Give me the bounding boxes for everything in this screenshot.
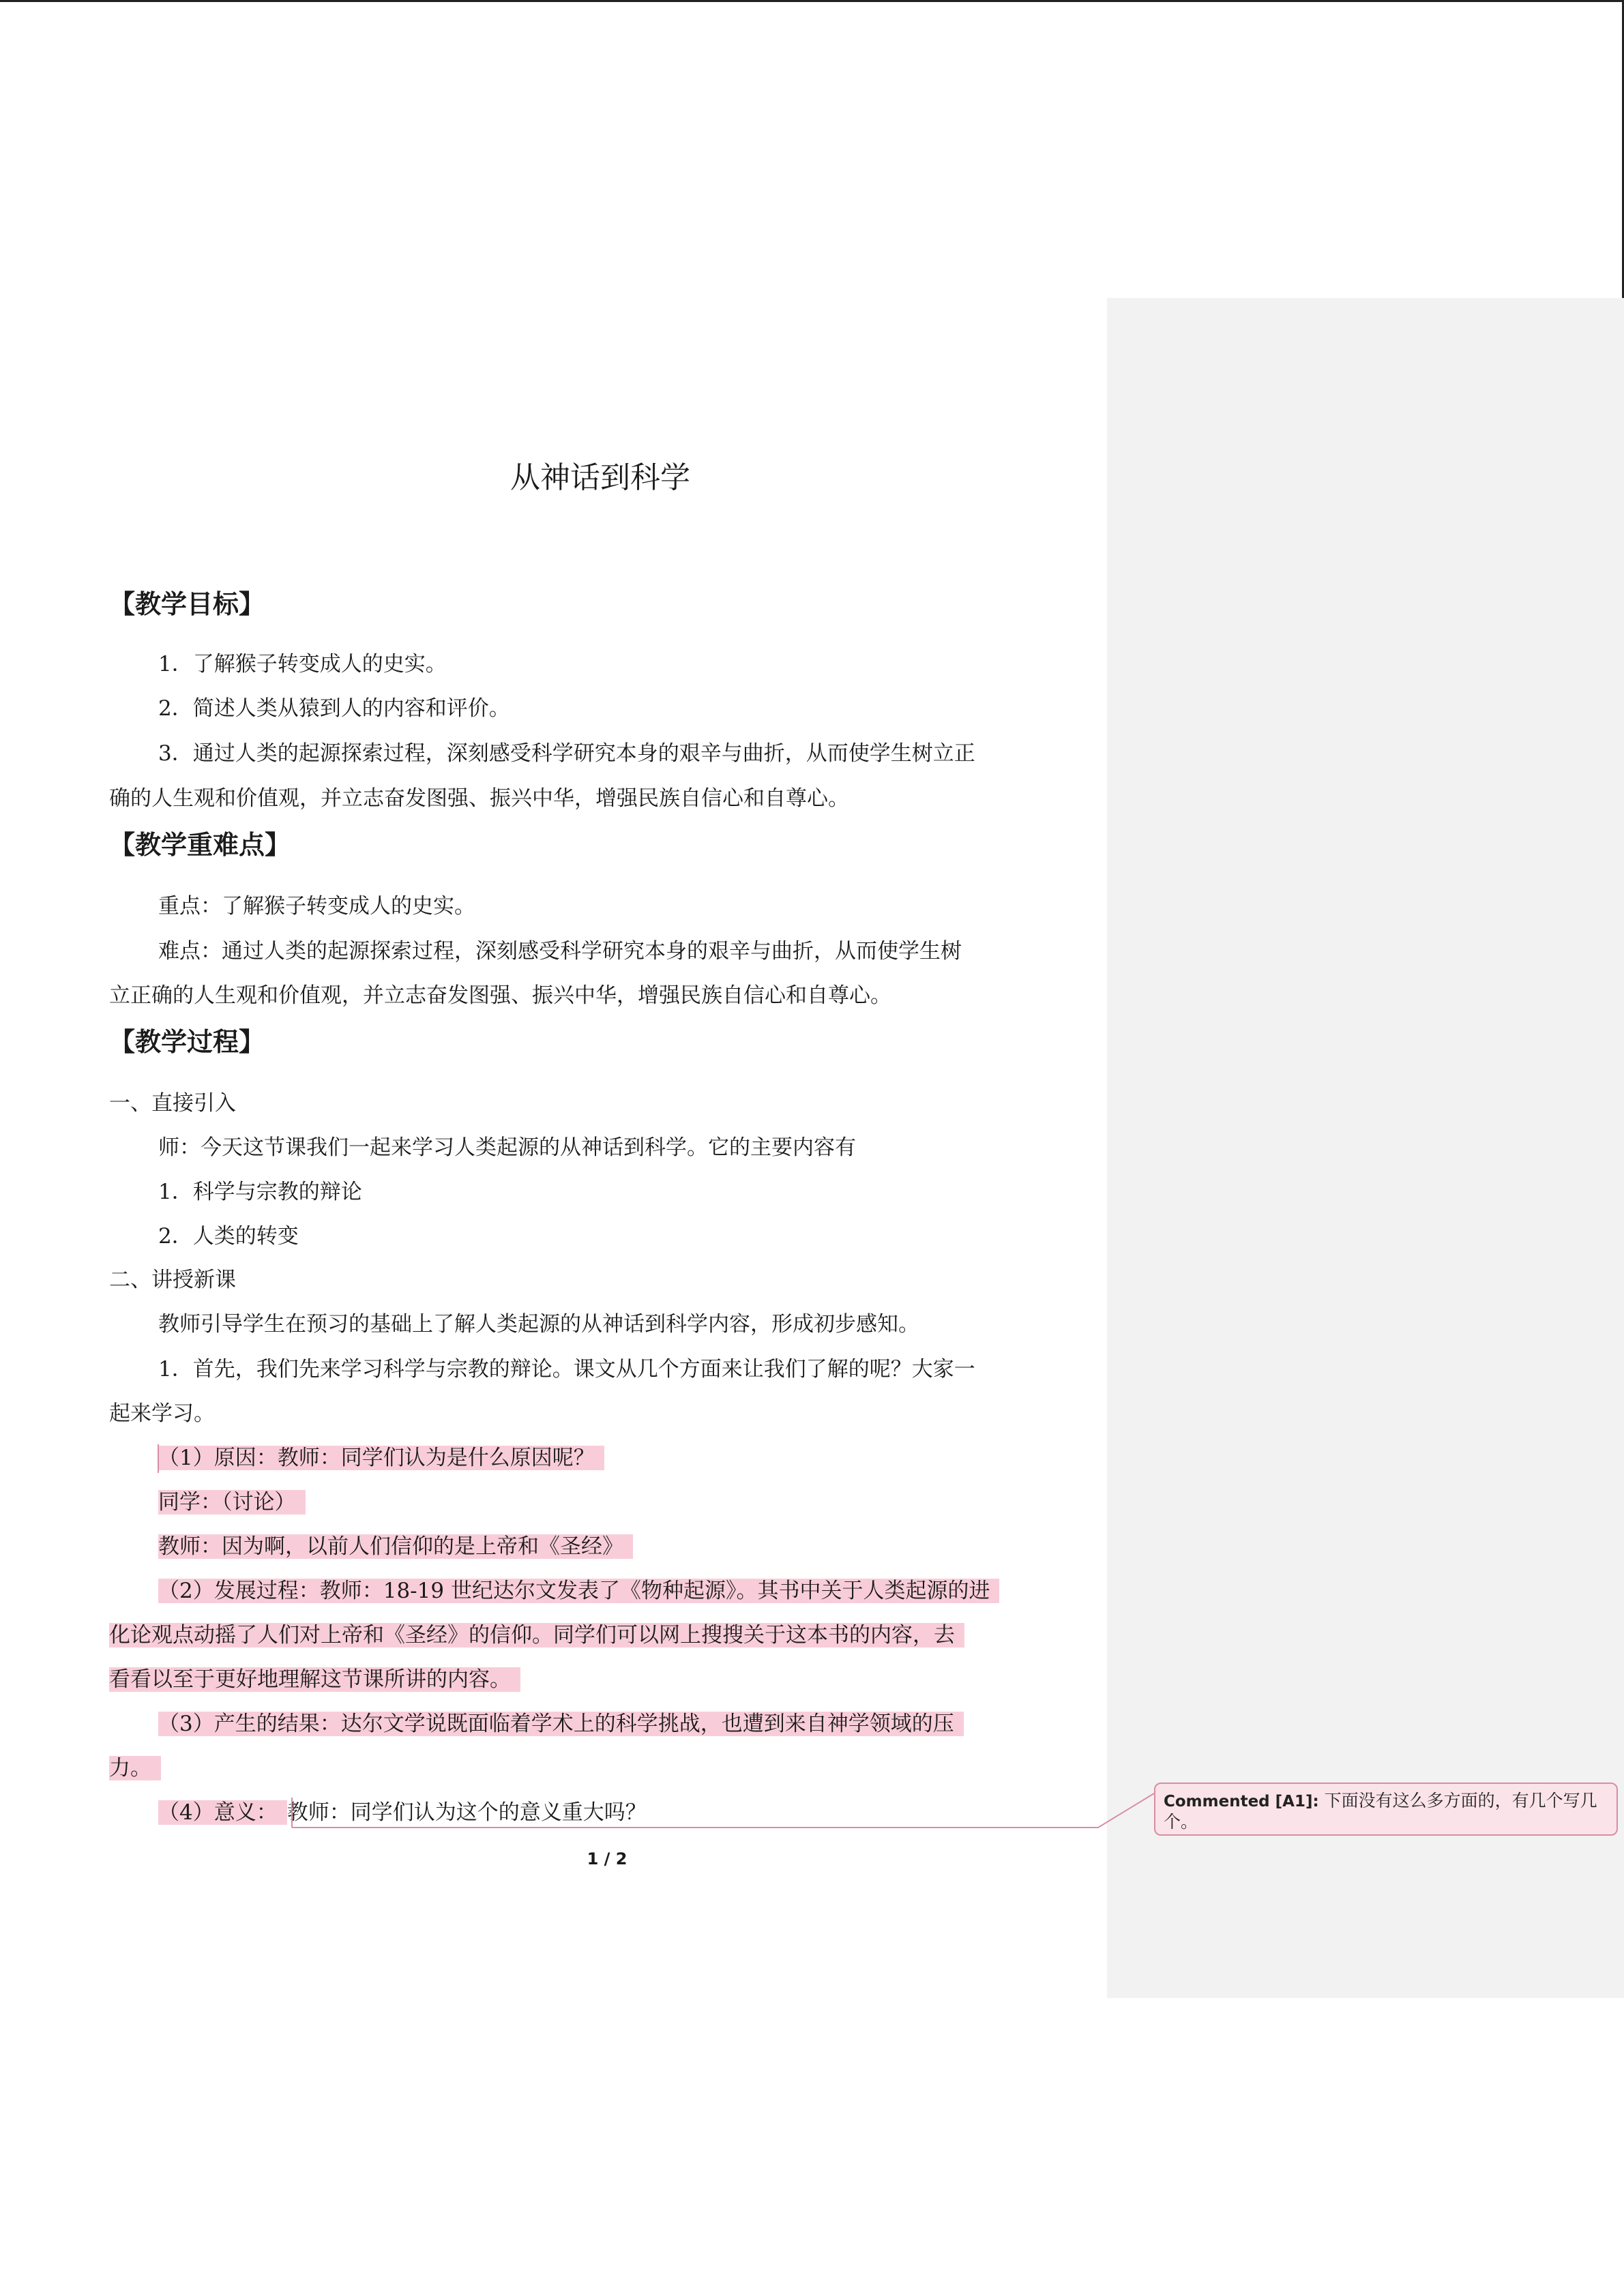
- comment-author: Commented [A1]:: [1164, 1793, 1319, 1810]
- process-line: 1．首先，我们先来学习科学与宗教的辩论。课文从几个方面来让我们了解的呢？大家一: [158, 1357, 975, 1382]
- objective-item: 1．了解猴子转变成人的史实。: [158, 652, 447, 676]
- commented-text: （4）意义：: [158, 1800, 287, 1825]
- objective-item-continued: 确的人生观和价值观，并立志奋发图强、振兴中华，增强民族自信心和自尊心。: [109, 786, 849, 811]
- process-line: 师：今天这节课我们一起来学习人类起源的从神话到科学。它的主要内容有: [158, 1135, 856, 1160]
- process-line: 教师：同学们认为这个的意义重大吗？: [286, 1800, 647, 1825]
- commented-text: 教师：因为啊，以前人们信仰的是上帝和《圣经》: [158, 1534, 633, 1559]
- process-line: 1．科学与宗教的辩论: [158, 1180, 362, 1204]
- difficulty-line: 难点：通过人类的起源探索过程，深刻感受科学研究本身的艰辛与曲折，从而使学生树: [158, 939, 962, 964]
- commented-text: （3）产生的结果：达尔文学说既面临着学术上的科学挑战，也遭到来自神学领域的压: [158, 1712, 964, 1736]
- comment-text: 下面没有这么多方面的，有几个写几: [1324, 1791, 1597, 1810]
- objective-item: 2．简述人类从猿到人的内容和评价。: [158, 696, 510, 721]
- key-point-line: 重点：了解猴子转变成人的史实。: [158, 894, 475, 919]
- comment-balloon[interactable]: [1154, 1783, 1618, 1836]
- objective-item: 3．通过人类的起源探索过程，深刻感受科学研究本身的艰辛与曲折，从而使学生树立正: [158, 741, 975, 766]
- heading-process: 【教学过程】: [109, 1027, 265, 1057]
- document-title: 从神话到科学: [510, 460, 690, 495]
- commented-text: 化论观点动摇了人们对上帝和《圣经》的信仰。同学们可以网上搜搜关于这本书的内容，去: [109, 1623, 964, 1648]
- commented-text: （1）原因：教师：同学们认为是什么原因呢？: [158, 1446, 604, 1470]
- comment-text-continued: 个。: [1164, 1812, 1198, 1832]
- heading-key-points: 【教学重难点】: [109, 830, 291, 860]
- process-line: 二、讲授新课: [109, 1268, 236, 1292]
- process-line: 起来学习。: [109, 1401, 215, 1426]
- commented-text: 看看以至于更好地理解这节课所讲的内容。: [109, 1667, 520, 1692]
- commented-text: （2）发展过程：教师：18-19 世纪达尔文发表了《物种起源》。其书中关于人类起源的进: [158, 1579, 999, 1603]
- process-line: 一、直接引入: [109, 1091, 236, 1116]
- commented-text: 同学：（讨论）: [158, 1490, 306, 1515]
- process-line: 教师引导学生在预习的基础上了解人类起源的从神话到科学内容，形成初步感知。: [158, 1312, 919, 1337]
- process-line: 2．人类的转变: [158, 1224, 299, 1249]
- heading-objectives: 【教学目标】: [109, 589, 265, 619]
- difficulty-line-continued: 立正确的人生观和价值观，并立志奋发图强、振兴中华，增强民族自信心和自尊心。: [109, 983, 891, 1008]
- page-number: 1 / 2: [587, 1849, 628, 1868]
- commented-text: 力。: [109, 1756, 161, 1780]
